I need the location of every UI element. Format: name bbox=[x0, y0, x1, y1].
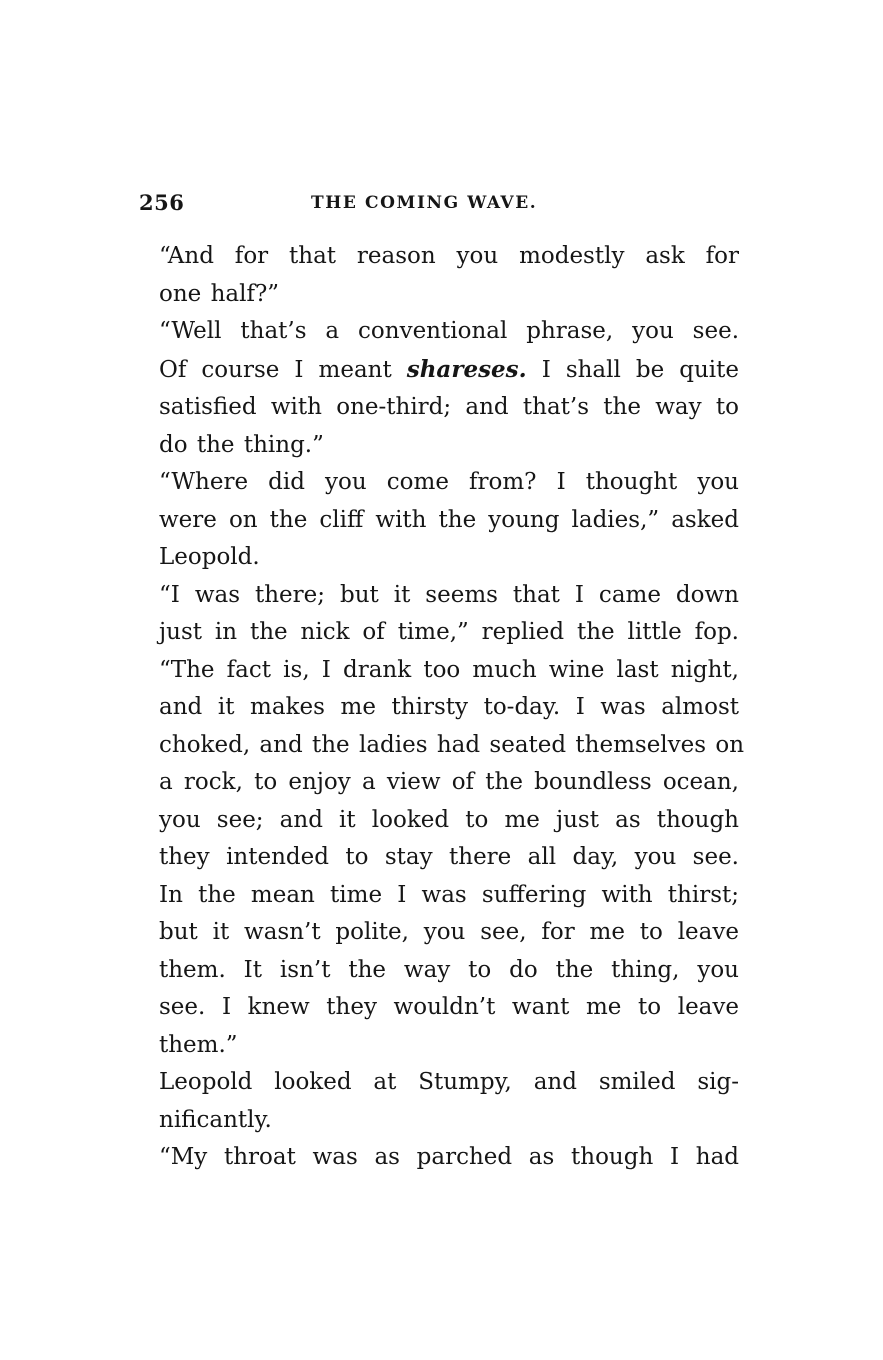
text-line: satisfied with one-third; and that’s the way to bbox=[159, 394, 739, 420]
paragraph bbox=[137, 1064, 739, 1139]
paragraph bbox=[137, 577, 745, 1065]
text-line: a rock, to enjoy a view of the boundless ocean, bbox=[159, 769, 739, 795]
paragraph bbox=[137, 313, 739, 464]
text-line: them.” bbox=[159, 1031, 238, 1058]
text-line: nificantly. bbox=[159, 1106, 272, 1133]
text-line: but it wasn’t polite, you see, for me to leave bbox=[159, 919, 739, 945]
text-line: were on the cliff with the young ladies,” asked bbox=[159, 506, 739, 533]
page-number: 256 bbox=[139, 190, 185, 215]
paragraph bbox=[137, 1139, 739, 1177]
running-header bbox=[139, 190, 739, 220]
text-line: them. It isn’t the way to do the thing, you bbox=[159, 956, 739, 983]
text-line bbox=[137, 351, 739, 390]
text-line: “The fact is, I drank too much wine last night, bbox=[159, 656, 739, 683]
text-line: see. I knew they wouldn’t want me to leave bbox=[159, 994, 739, 1020]
text-line: Leopold. bbox=[159, 544, 260, 570]
text-line: Leopold looked at Stumpy, and smiled sig- bbox=[159, 1069, 739, 1095]
text-line: “Where did you come from? I thought you bbox=[159, 469, 739, 495]
text-line: you see; and it looked to me just as though bbox=[159, 806, 739, 833]
text-line: just in the nick of time,” replied the little fop. bbox=[159, 619, 739, 645]
text-line: “Well that’s a conventional phrase, you see. bbox=[159, 318, 739, 344]
italic-word: shareses. bbox=[406, 355, 527, 383]
text-line: “I was there; but it seems that I came down bbox=[159, 581, 739, 608]
text-line: choked, and the ladies had seated themselves on bbox=[159, 731, 745, 758]
text-line: they intended to stay there all day, you see. bbox=[159, 844, 739, 870]
text-line: “My throat was as parched as though I had bbox=[159, 1144, 739, 1170]
body-text bbox=[137, 238, 745, 1177]
paragraph bbox=[137, 464, 739, 577]
text-segment: Of course I meant bbox=[159, 356, 392, 383]
text-line: In the mean time I was suffering with thirst; bbox=[159, 881, 739, 908]
text-line: “And for that reason you modestly ask for bbox=[159, 243, 739, 269]
text-line: and it makes me thirsty to-day. I was almost bbox=[159, 694, 739, 720]
text-line: do the thing.” bbox=[159, 431, 324, 458]
text-line: one half?” bbox=[159, 280, 280, 307]
running-title: THE COMING WAVE. bbox=[311, 193, 538, 213]
paragraph bbox=[137, 238, 739, 313]
text-segment: I shall be quite bbox=[541, 356, 740, 383]
